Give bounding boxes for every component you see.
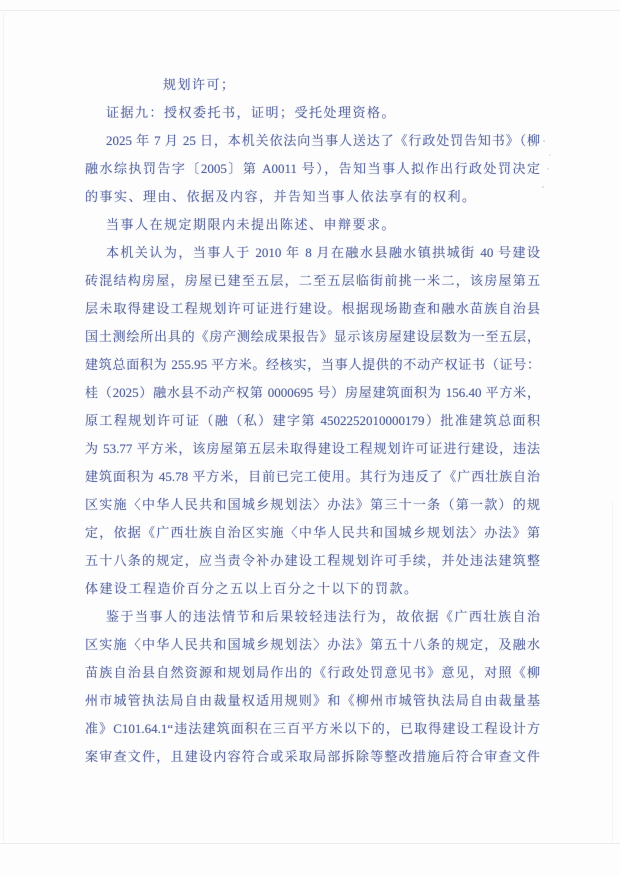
text-line: 苗族自治县自然资源和规划局作出的《行政处罚意见书》意见，对照《柳 [85, 665, 540, 680]
text-line: 桂（2025）融水县不动产权第 0000695 号）房屋建筑面积为 156.40 平方米， [85, 385, 540, 400]
scan-edge-bottom [0, 843, 620, 844]
text-line: 国土测绘所出具的《房产测绘成果报告》显示该房屋建设层数为一至五层， [85, 329, 540, 344]
text-line: 案审查文件，且建设内容符合或采取局部拆除等整改措施后符合审查文件 [85, 749, 540, 764]
text-line: 本机关认为，当事人于 2010 年 8 月在融水县融水镇拱城街 40 号建设 [106, 245, 540, 260]
scan-edge-left [3, 12, 4, 842]
text-line: 建筑面积为 45.78 平方米，目前已完工使用。其行为违反了《广西壮族自治 [85, 469, 540, 484]
text-line: 五十八条的规定，应当责令补办建设工程规划许可手续，并处违法建筑整 [85, 553, 540, 568]
scan-edge-right [612, 500, 613, 843]
scan-edge-top [0, 10, 620, 11]
text-line: 准》C101.64.1“违法建筑面积在三百平方米以下的，已取得建设工程设计方 [85, 721, 540, 736]
document-body [85, 71, 540, 771]
text-line: 砖混结构房屋，房屋已建至五层，二至五层临街前挑一米二，该房屋第五 [85, 273, 540, 288]
text-line: 的事实、理由、依据及内容，并告知当事人依法享有的权利。 [85, 189, 477, 204]
text-line: 鉴于当事人的违法情节和后果较轻违法行为，故依据《广西壮族自治 [106, 609, 540, 624]
text-line: 建筑总面积为 255.95 平方米。经核实，当事人提供的不动产权证书（证号： [85, 357, 540, 372]
text-line: 区实施〈中华人民共和国城乡规划法〉办法》第五十八条的规定，及融水 [85, 637, 540, 652]
text-line: 证据九：授权委托书，证明；受托处理资格。 [106, 105, 397, 120]
text-line: 体建设工程造价百分之五以上百分之十以下的罚款。 [85, 581, 419, 596]
text-line: 区实施〈中华人民共和国城乡规划法〉办法》第三十一条（第一款）的规 [85, 497, 540, 512]
text-line: 为 53.77 平方米，该房屋第五层未取得建设工程规划许可证进行建设，违法 [85, 441, 540, 456]
text-line: 州市城管执法局自由裁量权适用规则》和《柳州市城管执法局自由裁量基 [85, 693, 540, 708]
text-line: 层未取得建设工程规划许可证进行建设。根据现场勘查和融水苗族自治县 [85, 301, 540, 316]
text-line: 定，依据《广西壮族自治区实施〈中华人民共和国城乡规划法〉办法》第 [85, 525, 540, 540]
text-line: 原工程规划许可证（融（私）建字第 4502252010000179）批准建筑总面积 [85, 413, 540, 428]
text-line: 2025 年 7 月 25 日，本机关依法向当事人送达了《行政处罚告知书》（柳 [106, 133, 540, 148]
ink-bleed-specks [543, 140, 545, 142]
text-line: 融水综执罚告字〔2005〕第 A0011 号），告知当事人拟作出行政处罚决定 [85, 161, 540, 176]
text-line: 当事人在规定期限内未提出陈述、申辩要求。 [106, 217, 397, 232]
text-line: 规划许可； [163, 77, 236, 92]
